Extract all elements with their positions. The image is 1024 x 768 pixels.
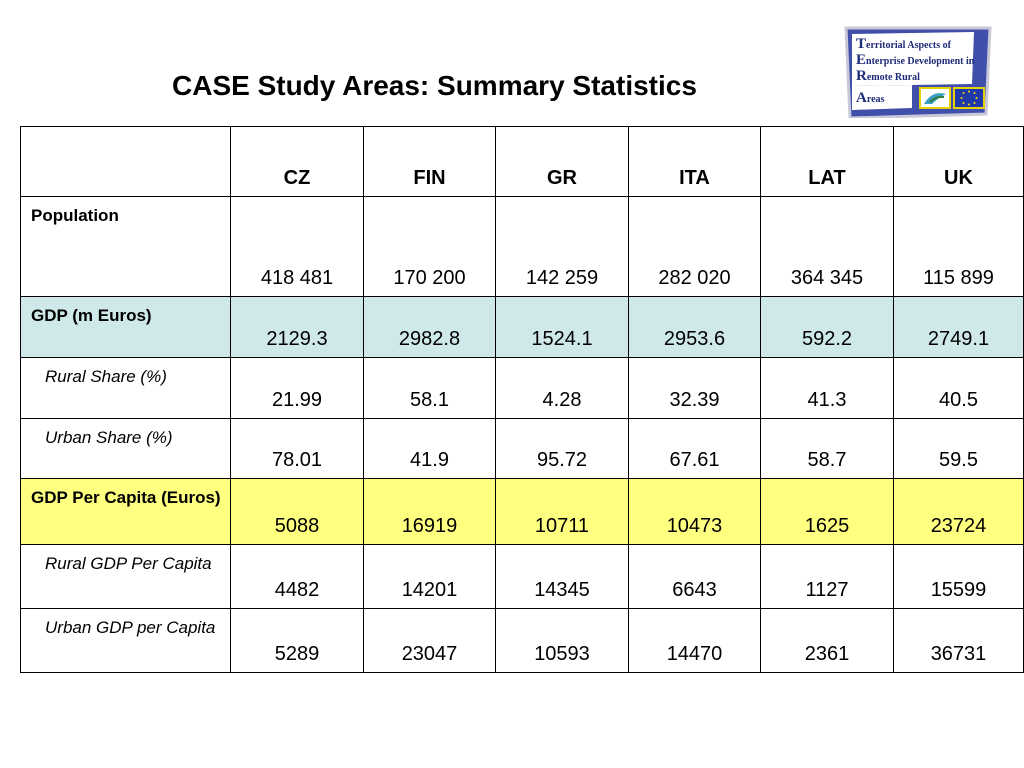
table-cell: 364 345 bbox=[761, 197, 894, 297]
summary-statistics-table bbox=[20, 126, 1024, 673]
map-emblem-icon bbox=[920, 88, 950, 108]
table-cell: 58.7 bbox=[761, 419, 894, 479]
table-cell: 1524.1 bbox=[496, 297, 629, 358]
table-cell: 6643 bbox=[629, 545, 761, 609]
row-label: Rural Share (%) bbox=[21, 358, 231, 419]
table-header-row bbox=[21, 127, 1024, 197]
logo-cap-1: T bbox=[856, 36, 867, 52]
table-cell: 10711 bbox=[496, 479, 629, 545]
table-row-gdp-per-capita bbox=[21, 479, 1024, 545]
table-cell: 14470 bbox=[629, 609, 761, 673]
table-cell: 115 899 bbox=[894, 197, 1024, 297]
eu-flag-icon bbox=[954, 88, 984, 108]
table-row-gdp bbox=[21, 297, 1024, 358]
row-label: Urban GDP per Capita bbox=[21, 609, 231, 673]
table-cell: 95.72 bbox=[496, 419, 629, 479]
table-cell: 418 481 bbox=[231, 197, 364, 297]
table-cell: 41.3 bbox=[761, 358, 894, 419]
table-cell: 2749.1 bbox=[894, 297, 1024, 358]
table-cell: 1127 bbox=[761, 545, 894, 609]
table-cell: 1625 bbox=[761, 479, 894, 545]
column-header-lat: LAT bbox=[761, 127, 894, 197]
table-cell: 4482 bbox=[231, 545, 364, 609]
header-corner bbox=[21, 127, 231, 197]
table-cell: 21.99 bbox=[231, 358, 364, 419]
table-row-rural-share bbox=[21, 358, 1024, 419]
table-row-urban-share bbox=[21, 419, 1024, 479]
table-row-population bbox=[21, 197, 1024, 297]
table-cell: 2361 bbox=[761, 609, 894, 673]
table-cell: 15599 bbox=[894, 545, 1024, 609]
table-cell: 58.1 bbox=[364, 358, 496, 419]
logo-cap-2: E bbox=[856, 52, 867, 68]
row-label: Rural GDP Per Capita bbox=[21, 545, 231, 609]
table-cell: 10593 bbox=[496, 609, 629, 673]
column-header-cz: CZ bbox=[231, 127, 364, 197]
column-header-gr: GR bbox=[496, 127, 629, 197]
logo-line-2: nterprise Development in bbox=[866, 56, 975, 67]
table-cell: 16919 bbox=[364, 479, 496, 545]
logo-line-3: emote Rural bbox=[866, 72, 920, 83]
table-cell: 36731 bbox=[894, 609, 1024, 673]
table-cell: 41.9 bbox=[364, 419, 496, 479]
column-header-uk: UK bbox=[894, 127, 1024, 197]
table-row-urban-gdp-per-capita bbox=[21, 609, 1024, 673]
table-cell: 2982.8 bbox=[364, 297, 496, 358]
table-cell: 5289 bbox=[231, 609, 364, 673]
table-cell: 2129.3 bbox=[231, 297, 364, 358]
row-label: GDP Per Capita (Euros) bbox=[21, 479, 231, 545]
table-cell: 4.28 bbox=[496, 358, 629, 419]
table-cell: 2953.6 bbox=[629, 297, 761, 358]
table-cell: 142 259 bbox=[496, 197, 629, 297]
logo-cap-3: R bbox=[856, 68, 867, 84]
table-cell: 5088 bbox=[231, 479, 364, 545]
table-cell: 67.61 bbox=[629, 419, 761, 479]
logo-cap-4: A bbox=[856, 90, 867, 106]
table-cell: 59.5 bbox=[894, 419, 1024, 479]
table-row-rural-gdp-per-capita bbox=[21, 545, 1024, 609]
column-header-ita: ITA bbox=[629, 127, 761, 197]
slide-title: CASE Study Areas: Summary Statistics bbox=[172, 70, 697, 101]
row-label: GDP (m Euros) bbox=[21, 297, 231, 358]
table-cell: 14201 bbox=[364, 545, 496, 609]
logo-line-1: erritorial Aspects of bbox=[866, 40, 951, 51]
table-cell: 592.2 bbox=[761, 297, 894, 358]
table-cell: 78.01 bbox=[231, 419, 364, 479]
row-label: Population bbox=[21, 197, 231, 297]
table-cell: 282 020 bbox=[629, 197, 761, 297]
column-header-fin: FIN bbox=[364, 127, 496, 197]
table-cell: 23724 bbox=[894, 479, 1024, 545]
table-cell: 10473 bbox=[629, 479, 761, 545]
row-label: Urban Share (%) bbox=[21, 419, 231, 479]
table-cell: 170 200 bbox=[364, 197, 496, 297]
table-cell: 14345 bbox=[496, 545, 629, 609]
tera-logo bbox=[840, 24, 996, 118]
table-cell: 32.39 bbox=[629, 358, 761, 419]
table-cell: 40.5 bbox=[894, 358, 1024, 419]
logo-line-4: reas bbox=[866, 94, 885, 105]
table-cell: 23047 bbox=[364, 609, 496, 673]
